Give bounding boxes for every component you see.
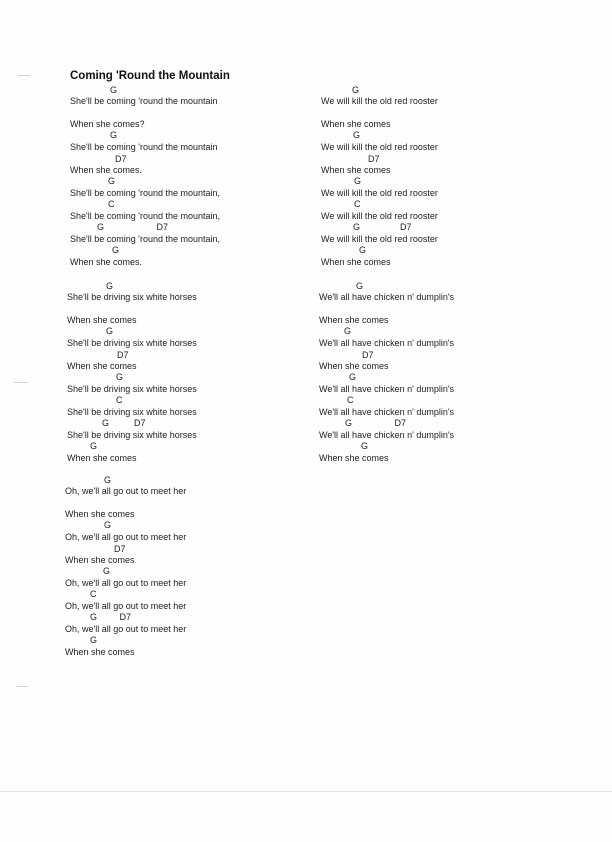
lyric-line: We will kill the old red rooster bbox=[321, 142, 438, 152]
lyric-line: Oh, we'll all go out to meet her bbox=[65, 532, 187, 542]
chord-line: G bbox=[361, 441, 369, 451]
chord-line: C bbox=[354, 199, 361, 209]
chord-line: D7 bbox=[117, 350, 129, 360]
lyric-line: She'll be coming 'round the mountain, bbox=[70, 188, 221, 198]
chord-line: G bbox=[90, 441, 98, 451]
song-title: Coming 'Round the Mountain bbox=[70, 70, 230, 82]
chord-line: C bbox=[90, 589, 97, 599]
lyric-line: She'll be driving six white horses bbox=[67, 407, 197, 417]
lyric-line: She'll be driving six white horses bbox=[67, 292, 197, 302]
chord-line: G bbox=[356, 281, 364, 291]
lyric-line: When she comes bbox=[67, 315, 137, 325]
lyric-line: When she comes bbox=[65, 509, 135, 519]
lyric-line: We'll all have chicken n' dumplin's bbox=[319, 292, 455, 302]
lyric-line: When she comes bbox=[65, 555, 135, 565]
chord-line: G D7 bbox=[345, 418, 407, 428]
lyric-line: We'll all have chicken n' dumplin's bbox=[319, 430, 455, 440]
chord-line: G bbox=[116, 372, 124, 382]
lyric-line: She'll be coming 'round the mountain bbox=[70, 142, 218, 152]
chord-line: G bbox=[104, 520, 112, 530]
lyric-line: When she comes bbox=[67, 453, 137, 463]
lyric-line: We will kill the old red rooster bbox=[321, 188, 438, 198]
chord-line: G bbox=[354, 176, 362, 186]
scan-mark bbox=[18, 75, 30, 76]
lyric-line: We will kill the old red rooster bbox=[321, 234, 438, 244]
chord-line: G bbox=[352, 85, 360, 95]
lyric-line: We'll all have chicken n' dumplin's bbox=[319, 338, 455, 348]
lyric-line: Oh, we'll all go out to meet her bbox=[65, 601, 187, 611]
lyric-line: She'll be coming 'round the mountain, bbox=[70, 234, 221, 244]
lyric-line: She'll be coming 'round the mountain bbox=[70, 96, 218, 106]
chord-line: D7 bbox=[368, 154, 380, 164]
chord-line: C bbox=[347, 395, 354, 405]
chord-line: G bbox=[344, 326, 352, 336]
chord-line: G bbox=[104, 475, 112, 485]
lyric-line: We'll all have chicken n' dumplin's bbox=[319, 384, 455, 394]
lyric-line: She'll be driving six white horses bbox=[67, 384, 197, 394]
chord-line: D7 bbox=[362, 350, 374, 360]
lyric-line: Oh, we'll all go out to meet her bbox=[65, 486, 187, 496]
chord-line: G bbox=[106, 326, 114, 336]
chord-line: G D7 bbox=[102, 418, 146, 428]
scan-mark bbox=[16, 686, 28, 687]
chord-line: G D7 bbox=[97, 222, 169, 232]
chord-line: G bbox=[110, 130, 118, 140]
chord-line: G bbox=[349, 372, 357, 382]
chord-line: G bbox=[103, 566, 111, 576]
lyric-line: When she comes. bbox=[70, 165, 143, 175]
lyric-line: Oh, we'll all go out to meet her bbox=[65, 624, 187, 634]
lyric-line: When she comes bbox=[319, 315, 389, 325]
lyric-line: We will kill the old red rooster bbox=[321, 211, 438, 221]
chord-line: D7 bbox=[114, 544, 126, 554]
chord-line: G bbox=[90, 635, 98, 645]
lyric-line: When she comes bbox=[321, 257, 391, 267]
chord-line: C bbox=[108, 199, 115, 209]
lyric-line: When she comes? bbox=[70, 119, 145, 129]
scan-mark bbox=[14, 382, 28, 383]
lyric-line: When she comes bbox=[321, 119, 391, 129]
lyric-line: When she comes bbox=[319, 453, 389, 463]
chord-line: G bbox=[110, 85, 118, 95]
chord-line: G D7 bbox=[353, 222, 412, 232]
chord-line: G D7 bbox=[90, 612, 132, 622]
chord-line: G bbox=[112, 245, 120, 255]
page-fold-line bbox=[0, 791, 612, 792]
chord-line: D7 bbox=[115, 154, 127, 164]
lyric-line: She'll be driving six white horses bbox=[67, 430, 197, 440]
chord-line: G bbox=[359, 245, 367, 255]
lyric-line: We'll all have chicken n' dumplin's bbox=[319, 407, 455, 417]
lyric-line: When she comes bbox=[319, 361, 389, 371]
lyric-line: We will kill the old red rooster bbox=[321, 96, 438, 106]
chord-line: C bbox=[116, 395, 123, 405]
chord-line: G bbox=[108, 176, 116, 186]
lyric-line: Oh, we'll all go out to meet her bbox=[65, 578, 187, 588]
lyric-line: She'll be coming 'round the mountain, bbox=[70, 211, 221, 221]
lyric-line: When she comes bbox=[67, 361, 137, 371]
lyric-line: When she comes. bbox=[70, 257, 143, 267]
lyric-line: When she comes bbox=[321, 165, 391, 175]
chord-line: G bbox=[106, 281, 114, 291]
chord-line: G bbox=[353, 130, 361, 140]
lyric-line: She'll be driving six white horses bbox=[67, 338, 197, 348]
lyric-line: When she comes bbox=[65, 647, 135, 657]
